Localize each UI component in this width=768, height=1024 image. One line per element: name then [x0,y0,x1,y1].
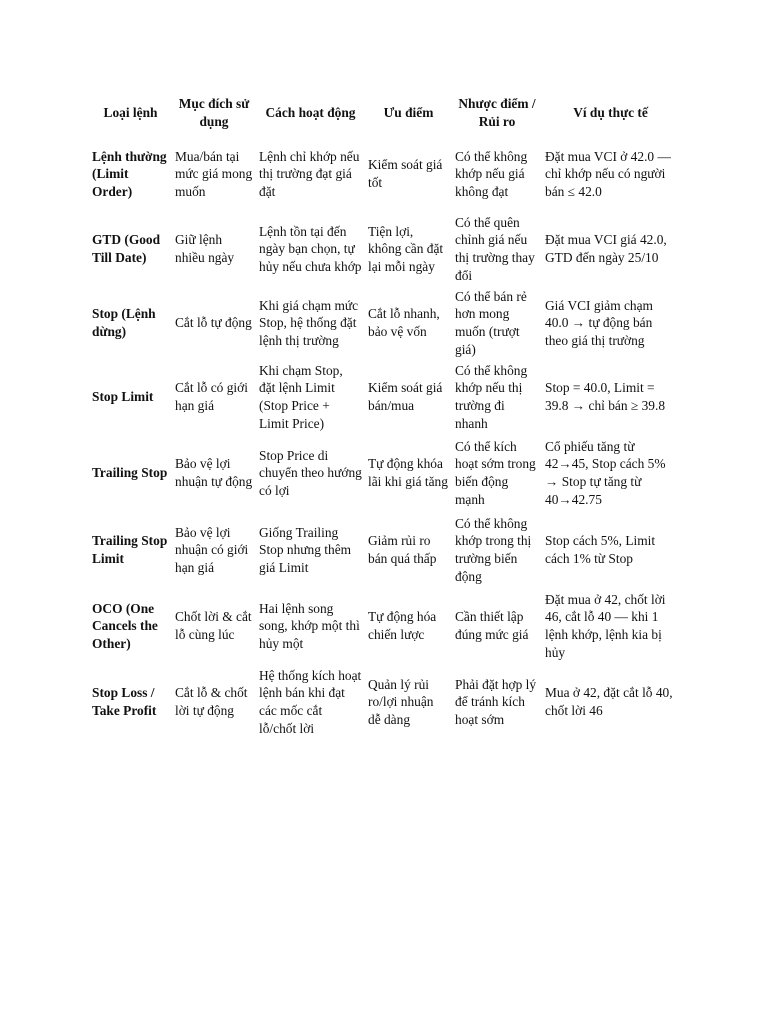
header-purpose: Mục đích sử dụng [178,96,250,129]
cell-how-it-works: Hệ thống kích hoạt lệnh bán khi đạt các mốc cắt lỗ/chốt lời [259,667,362,736]
cell-example: Đặt mua VCI giá 42.0, GTD đến ngày 25/10 [545,232,667,265]
cell-order-type: Lệnh thường (Limit Order) [92,148,167,199]
cell-example: Mua ở 42, đặt cắt lỗ 40, chốt lời 46 [545,685,673,718]
cell-example: Đặt mua VCI ở 42.0 — chỉ khớp nếu có người bán ≤ 42.0 [545,148,671,199]
document-page [88,90,678,740]
cell-example: Giá VCI giảm chạm 40.0 → tự động bán theo giá thị trường [545,297,653,348]
cell-example: Cổ phiếu tăng từ 42→45, Stop cách 5% → Stop tự tăng từ 40→42.75 [545,438,666,507]
cell-how-it-works: Hai lệnh song song, khớp một thì hủy một [259,600,360,651]
cell-order-type: Stop Loss / Take Profit [92,685,157,718]
cell-disadvantages: Có thể quên chỉnh giá nếu thị trường thay đổi [455,214,535,283]
cell-purpose: Cắt lỗ có giới hạn giá [175,380,248,413]
cell-how-it-works: Khi chạm Stop, đặt lệnh Limit (Stop Price + Limit Price) [259,362,343,431]
header-advantages: Ưu điểm [383,105,434,121]
table-row [88,664,678,740]
cell-advantages: Tự động khóa lãi khi giá tăng [368,456,448,489]
cell-disadvantages: Có thể không khớp nếu giá không đạt [455,148,528,199]
cell-how-it-works: Lệnh chỉ khớp nếu thị trường đạt giá đặt [259,148,360,199]
cell-order-type: Trailing Stop Limit [92,533,168,566]
cell-disadvantages: Phải đặt hợp lý để tránh kích hoạt sớm [455,676,537,727]
cell-how-it-works: Lệnh tồn tại đến ngày bạn chọn, tự hủy nếu chưa khớp [259,223,362,274]
cell-disadvantages: Cần thiết lập đúng mức giá [455,609,529,642]
header-disadvantages: Nhược điểm / Rủi ro [458,96,536,129]
cell-advantages: Quản lý rủi ro/lợi nhuận dễ dàng [368,676,434,727]
table-row [88,212,678,286]
table-row [88,286,678,360]
table-row [88,136,678,212]
cell-purpose: Bảo vệ lợi nhuận tự động [175,456,253,489]
cell-example: Đặt mua ở 42, chốt lời 46, cắt lỗ 40 — khi 1 lệnh khớp, lệnh kia bị hủy [545,591,666,660]
cell-advantages: Kiểm soát giá tốt [368,157,443,190]
cell-disadvantages: Có thể kích hoạt sớm trong biến động mạnh [455,438,536,507]
cell-how-it-works: Khi giá chạm mức Stop, hệ thống đặt lệnh thị trường [259,297,359,348]
header-how-it-works: Cách hoạt động [265,105,356,121]
cell-order-type: GTD (Good Till Date) [92,232,161,265]
cell-order-type: OCO (One Cancels the Other) [92,600,158,651]
table-row [88,360,678,434]
cell-advantages: Tiện lợi, không cần đặt lại mỗi ngày [368,223,444,274]
header-order-type: Loại lệnh [103,105,158,121]
cell-disadvantages: Có thể bán rẻ hơn mong muốn (trượt giá) [455,288,527,357]
cell-advantages: Cắt lỗ nhanh, bảo vệ vốn [368,306,440,339]
table-row [88,434,678,512]
cell-purpose: Giữ lệnh nhiều ngày [175,232,235,265]
cell-purpose: Cắt lỗ tự động [175,315,252,331]
cell-how-it-works: Stop Price di chuyển theo hướng có lợi [259,447,362,498]
table-row [88,512,678,588]
cell-purpose: Cắt lỗ & chốt lời tự động [175,685,248,718]
cell-purpose: Chốt lời & cắt lỗ cùng lúc [175,609,252,642]
cell-order-type: Trailing Stop [92,465,168,481]
cell-how-it-works: Giống Trailing Stop nhưng thêm giá Limit [259,524,352,575]
cell-advantages: Giảm rủi ro bán quá thấp [368,533,437,566]
table-row [88,588,678,664]
table-header-row [88,90,678,136]
cell-purpose: Bảo vệ lợi nhuận có giới hạn giá [175,524,249,575]
cell-order-type: Stop (Lệnh dừng) [92,306,156,339]
order-types-table [88,90,678,740]
cell-example: Stop cách 5%, Limit cách 1% từ Stop [545,533,656,566]
cell-order-type: Stop Limit [92,389,154,405]
cell-disadvantages: Có thể không khớp nếu thị trường đi nhanh [455,362,528,431]
header-example: Ví dụ thực tế [573,105,648,121]
cell-purpose: Mua/bán tại mức giá mong muốn [175,148,253,199]
cell-advantages: Tự động hóa chiến lược [368,609,437,642]
cell-example: Stop = 40.0, Limit = 39.8 → chỉ bán ≥ 39.8 [545,380,666,413]
cell-disadvantages: Có thể không khớp trong thị trường biến động [455,515,532,584]
cell-advantages: Kiểm soát giá bán/mua [368,380,443,413]
